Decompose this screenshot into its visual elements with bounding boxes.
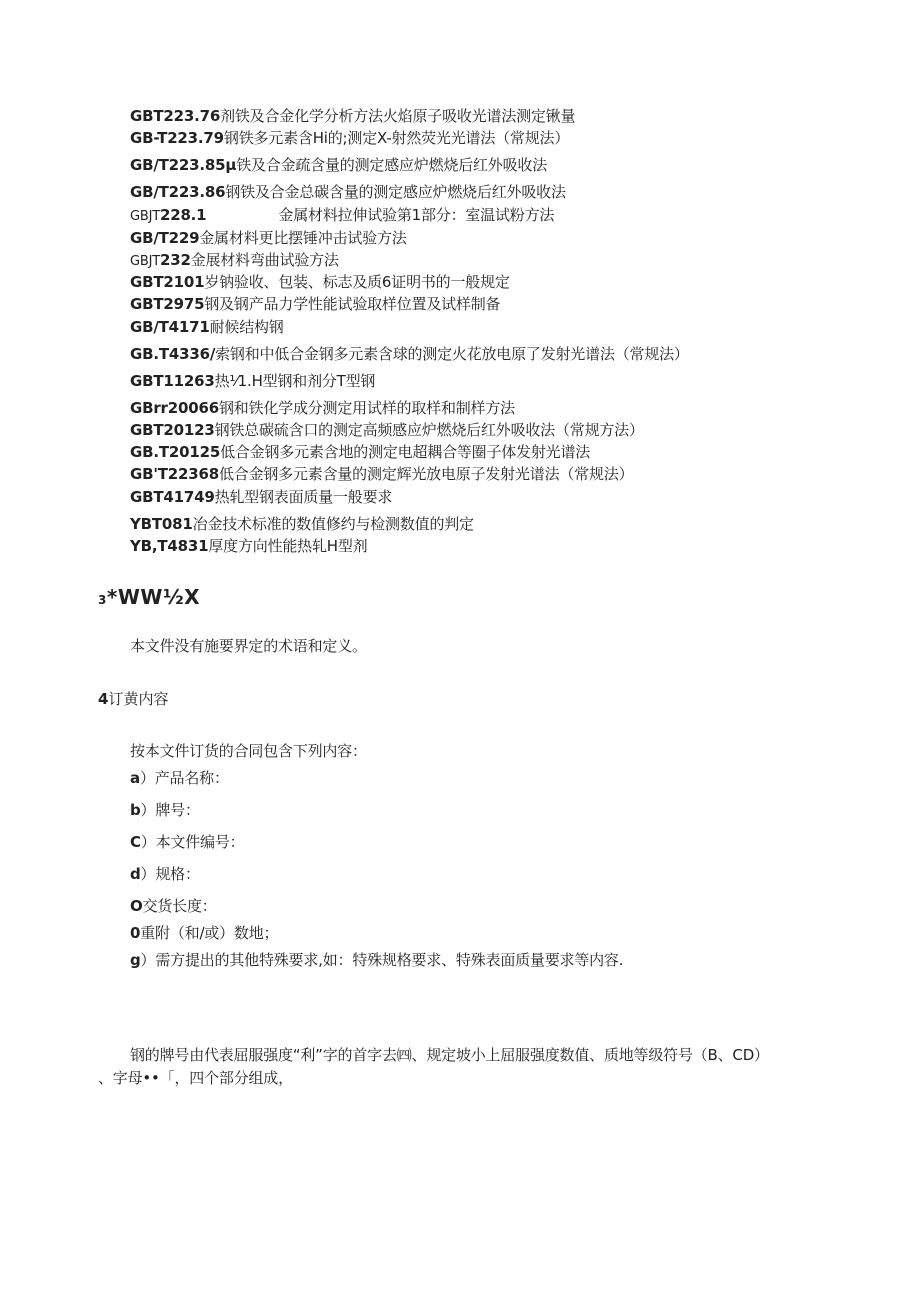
reference-title: 金展材料弯曲试验方法 <box>190 251 339 269</box>
reference-item <box>130 420 644 440</box>
reference-code: GB/T229 <box>130 229 200 247</box>
order-item-label: g <box>130 951 141 969</box>
reference-item <box>130 272 510 292</box>
reference-code-prefix: GBJT <box>130 209 160 224</box>
reference-code: YB,T4831 <box>130 537 209 555</box>
designation-paragraph-line-1: 钢的牌号由代表屈服强度“利”字的首字去㈣、规定坡小上屈服强度数值、质地等级符号（B、CD） <box>130 1046 769 1064</box>
order-item <box>130 896 217 916</box>
order-item-text: ）牌号： <box>140 801 200 819</box>
reference-code: GB/T223.85μ <box>130 156 237 174</box>
reference-code: GBrr20066 <box>130 399 219 417</box>
reference-item <box>130 514 474 534</box>
reference-code: GB'T22368 <box>130 465 219 483</box>
order-item <box>130 950 623 970</box>
order-item-text: ）需方提出的其他特殊要求,如：特殊规格要求、特殊表面质量要求等内容. <box>140 951 624 969</box>
section-number: 4 <box>98 690 109 708</box>
reference-code: YBT081 <box>130 515 193 533</box>
reference-title: 钢及钢产品力学性能试验取样位置及试样制备 <box>204 295 501 313</box>
order-item-label: C <box>130 833 141 851</box>
reference-code: GBT2975 <box>130 295 205 313</box>
reference-title: 金属材料更比摆锤冲击试验方法 <box>199 229 407 247</box>
reference-code: GBT20123 <box>130 421 215 439</box>
reference-title: 厚度方向性能热轧H型剂 <box>208 537 368 555</box>
reference-code: GB/T223.86 <box>130 183 226 201</box>
designation-paragraph-line-2: 、字母••「，四个部分组成， <box>98 1069 293 1087</box>
section-4-heading <box>98 689 168 709</box>
reference-item <box>130 155 547 175</box>
reference-item <box>130 182 566 202</box>
reference-code: GBT41749 <box>130 488 215 506</box>
section-3-heading <box>98 585 200 612</box>
reference-title: 铁及合金疏含量的测定感应炉燃烧后红外吸收法 <box>236 156 547 174</box>
order-item-label: O <box>130 897 143 915</box>
reference-title: 低合金钢多元素含地的测定电超耦合等圈子体发射光谱法 <box>220 443 591 461</box>
section-title: *WW½X <box>106 585 201 609</box>
reference-title: 钢铁多元素含Hi的;测定X-射然荧光光谱法（常规法） <box>223 129 570 147</box>
reference-title: 热轧型钢表面质量一般要求 <box>214 488 393 506</box>
section-4-intro: 按本文件订货的合同包含下列内容： <box>130 742 367 760</box>
reference-item <box>130 205 554 227</box>
reference-code-number: 228.1 <box>159 206 207 224</box>
reference-code-number: 232 <box>159 251 191 269</box>
reference-code-prefix: GBJT <box>130 254 160 269</box>
reference-title: 钢铁总碳硫含口的测定高频感应炉燃烧后红外吸收法（常规方法） <box>214 421 644 439</box>
order-item-text: 重附（和/或）数地； <box>140 924 279 942</box>
reference-title: 钢铁及合金总碳含量的测定感应炉燃烧后红外吸收法 <box>225 183 566 201</box>
order-item <box>130 800 200 820</box>
reference-item <box>130 228 407 248</box>
reference-item <box>130 536 367 556</box>
reference-item <box>130 106 575 126</box>
reference-title: 热⅟1.H型钢和剂分T型钢 <box>214 372 376 390</box>
reference-title: 索钢和中低合金钢多元素含球的测定火花放电原了发射光谱法（常规法） <box>215 345 689 363</box>
reference-item <box>130 250 339 272</box>
order-item <box>130 832 244 852</box>
reference-code: GB.T4336/ <box>130 345 216 363</box>
section-number: 3 <box>98 593 107 607</box>
reference-code: GBT11263 <box>130 372 215 390</box>
section-3-body: 本文件没有施要界定的术语和定义。 <box>130 637 367 655</box>
reference-item <box>130 128 569 148</box>
reference-title: 金属材料拉伸试验第1部分：室温试粉方法 <box>278 206 555 224</box>
reference-item <box>130 398 515 418</box>
order-item-label: d <box>130 865 141 883</box>
reference-code: GB/T4171 <box>130 318 210 336</box>
reference-title: 剂铁及合金化学分析方法火焰原子吸收光谱法测定锹量 <box>220 107 576 125</box>
order-item <box>130 768 229 788</box>
order-item <box>130 864 200 884</box>
order-item-label: a <box>130 769 140 787</box>
order-item-label: b <box>130 801 141 819</box>
reference-item <box>130 317 284 337</box>
order-item-label: 0 <box>130 924 141 942</box>
reference-item <box>130 442 590 462</box>
reference-title: 冶金技术标准的数值修约与检测数值的判定 <box>192 515 474 533</box>
section-title: 订黄内容 <box>108 690 169 708</box>
reference-code: GB.T20125 <box>130 443 221 461</box>
reference-item <box>130 294 500 314</box>
reference-item <box>130 344 689 364</box>
order-item <box>130 923 278 943</box>
reference-title: 钢和铁化学成分测定用试样的取样和制样方法 <box>218 399 515 417</box>
reference-title: 岁钠验收、包装、标志及质6证明书的一般规定 <box>204 273 510 291</box>
reference-item <box>130 464 633 484</box>
order-item-text: ）本文件编号： <box>140 833 245 851</box>
reference-title: 低合金钢多元素含量的测定辉光放电原子发射光谱法（常规法） <box>218 465 634 483</box>
reference-title: 耐候结构钢 <box>209 318 284 336</box>
reference-item <box>130 371 375 391</box>
order-item-text: ）规格： <box>140 865 200 883</box>
reference-code: GB-T223.79 <box>130 129 224 147</box>
reference-code: GBT2101 <box>130 273 205 291</box>
order-item-text: ）产品名称： <box>139 769 229 787</box>
reference-item <box>130 487 392 507</box>
order-item-text: 交货长度： <box>142 897 217 915</box>
reference-code: GBT223.76 <box>130 107 221 125</box>
